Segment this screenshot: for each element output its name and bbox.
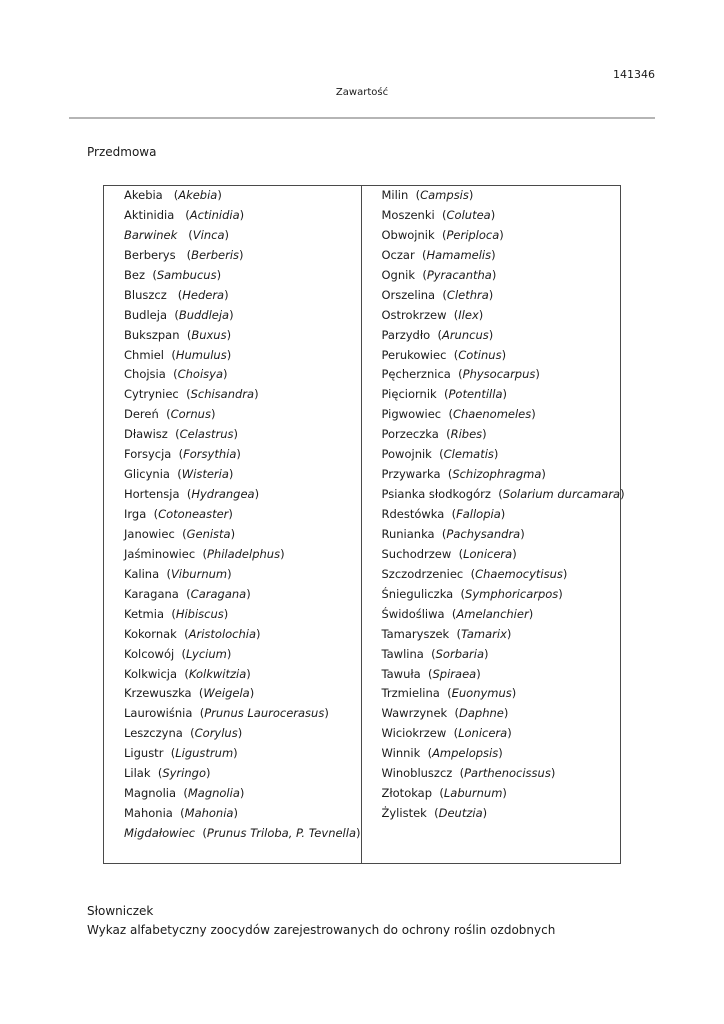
plant-entry[interactable]: Ostrokrzew (Ilex) <box>381 307 484 322</box>
plant-entry[interactable]: Świdośliwa (Amelanchier) <box>381 606 534 621</box>
plant-common-name: Przywarka <box>381 467 441 482</box>
plant-entry[interactable]: Złotokap (Laburnum) <box>381 786 507 801</box>
plant-entry[interactable]: Suchodrzew (Lonicera) <box>381 546 517 561</box>
plant-latin-name: Deutzia <box>438 806 483 821</box>
plant-latin-name: Lycium <box>186 646 227 661</box>
plant-entry[interactable]: Ognik (Pyracantha) <box>381 267 497 282</box>
plant-entry[interactable]: Wawrzynek (Daphne) <box>381 706 509 721</box>
plant-name-spacing <box>445 607 452 621</box>
plant-common-name: Barwinek <box>124 227 178 242</box>
plant-latin-name: Akebia <box>178 188 218 202</box>
plant-common-name: Winnik <box>381 746 421 761</box>
plant-entry[interactable]: Bukszpan (Buxus) <box>124 327 232 342</box>
plant-common-name: Tawuła <box>381 666 421 681</box>
plant-entry[interactable]: Moszenki (Colutea) <box>381 207 496 222</box>
plant-latin-name: Campsis <box>420 188 469 202</box>
plant-name-spacing <box>163 746 170 760</box>
plant-name-spacing <box>163 188 174 202</box>
plant-common-name: Migdałowiec <box>124 826 196 840</box>
plant-latin-name: Caragana <box>190 586 247 601</box>
plant-latin-name: Chaenomeles <box>452 407 532 422</box>
plant-entry[interactable]: Żylistek (Deutzia) <box>381 806 488 821</box>
plant-name-spacing <box>435 228 442 242</box>
plant-common-name: Żylistek <box>381 806 427 821</box>
plant-entry[interactable]: Kokornak (Aristolochia) <box>124 626 261 641</box>
preface-link[interactable]: Przedmowa <box>87 145 157 159</box>
plant-common-name: Ligustr <box>124 746 164 761</box>
plant-common-name: Irga <box>124 507 147 521</box>
plant-common-name: Powojnik <box>381 447 432 462</box>
plant-entry[interactable]: Trzmielina (Euonymus) <box>381 686 517 701</box>
plant-common-name: Dławisz <box>124 427 168 442</box>
plant-name-spacing <box>166 367 173 381</box>
plant-common-name: Perukowiec <box>381 347 447 362</box>
plant-name-spacing <box>491 487 498 501</box>
plant-name-spacing <box>451 367 458 381</box>
plant-name-spacing <box>446 348 453 362</box>
plant-common-name: Cytryniec <box>124 387 179 402</box>
plant-entry[interactable]: Dławisz (Celastrus) <box>124 427 238 442</box>
plant-name-spacing <box>447 706 454 720</box>
plant-entry[interactable]: Jaśminowiec (Philadelphus) <box>124 546 285 561</box>
plant-latin-name: Clematis <box>443 447 494 462</box>
plant-latin-name: Hydrangea <box>191 487 255 502</box>
plant-name-spacing <box>177 627 184 641</box>
plant-latin-name: Weigela <box>203 686 250 701</box>
plant-entry[interactable]: Winnik (Ampelopsis) <box>381 746 503 761</box>
plant-name-spacing <box>451 547 458 561</box>
plant-latin-name: Symphoricarpos <box>465 586 559 601</box>
plant-name-spacing <box>435 208 442 222</box>
plant-latin-name: Spiraea <box>432 666 477 681</box>
plant-common-name: Berberys <box>124 247 176 262</box>
plant-entry[interactable]: Karagana (Caragana) <box>124 586 251 601</box>
plant-name-spacing <box>180 328 187 342</box>
plant-entry[interactable]: Powojnik (Clematis) <box>381 447 499 462</box>
plant-entry[interactable]: Kolcowój (Lycium) <box>124 646 232 661</box>
plant-name-spacing <box>175 527 182 541</box>
plant-entry[interactable]: Bluszcz (Hedera) <box>124 287 229 302</box>
plant-name-spacing <box>177 228 188 242</box>
plant-latin-name: Wisteria <box>181 467 229 482</box>
plant-name-spacing <box>452 766 459 780</box>
plant-entry[interactable]: Pigwowiec (Chaenomeles) <box>381 407 536 422</box>
plant-latin-name: Prunus Laurocerasus <box>204 706 325 721</box>
plant-latin-name: Vinca <box>192 227 225 242</box>
plant-latin-name: Schisandra <box>190 387 255 402</box>
plant-latin-name: Choisya <box>177 367 224 382</box>
plant-entry[interactable]: Parzydło (Aruncus) <box>381 327 494 342</box>
plant-common-name: Winobluszcz <box>381 766 453 781</box>
plant-latin-name: Ilex <box>458 307 479 322</box>
plant-name-spacing <box>146 507 153 521</box>
plant-latin-name: Mahonia <box>184 806 234 821</box>
plant-latin-name: Hedera <box>182 287 225 302</box>
plant-name-spacing <box>164 348 171 362</box>
plant-name-spacing <box>195 547 202 561</box>
plant-entry[interactable]: Berberys (Berberis) <box>124 247 244 262</box>
plant-latin-name: Laburnum <box>443 786 503 801</box>
plant-name-spacing <box>439 427 446 441</box>
plant-common-name: Glicynia <box>124 467 170 482</box>
plant-entry[interactable]: Oczar (Hamamelis) <box>381 247 496 262</box>
plant-common-name: Budleja <box>124 307 167 322</box>
plant-entry[interactable]: Runianka (Pachysandra) <box>381 526 525 541</box>
plant-name-spacing <box>183 726 190 740</box>
plant-latin-name: Pyracantha <box>426 267 492 282</box>
plant-name-spacing <box>440 686 447 700</box>
plant-common-name: Pięciornik <box>381 387 437 402</box>
plant-common-name: Wawrzynek <box>381 706 448 721</box>
plant-common-name: Aktinidia <box>124 207 175 222</box>
plant-latin-name: Berberis <box>191 247 240 262</box>
plant-entry[interactable]: Milin (Campsis) <box>381 188 474 202</box>
plant-latin-name: Buxus <box>191 327 227 342</box>
plant-common-name: Hortensja <box>124 487 180 502</box>
plant-common-name: Magnolia <box>124 786 177 801</box>
plant-latin-name: Tamarix <box>461 626 507 641</box>
plant-common-name: Janowiec <box>124 526 175 541</box>
plant-name-spacing <box>435 527 442 541</box>
plant-latin-name: Ligustrum <box>175 746 234 761</box>
plant-name-spacing <box>424 647 431 661</box>
plant-entry[interactable]: Obwojnik (Periploca) <box>381 227 504 242</box>
plant-name-spacing <box>179 387 186 401</box>
plant-common-name: Mahonia <box>124 806 173 821</box>
plant-name-spacing <box>463 567 470 581</box>
contents-heading: Zawartość <box>335 87 389 98</box>
plant-common-name: Moszenki <box>381 207 435 222</box>
plant-latin-name: Aristolochia <box>188 626 257 641</box>
plant-common-name: Szczodrzeniec <box>381 566 464 581</box>
plant-common-name: Suchodrzew <box>381 546 452 561</box>
plant-entry[interactable]: Leszczyna (Corylus) <box>124 726 243 741</box>
plant-common-name: Porzeczka <box>381 427 439 442</box>
plant-common-name: Rdestówka <box>381 507 445 521</box>
plant-latin-name: Sorbaria <box>435 646 485 661</box>
plant-entry[interactable]: Janowiec (Genista) <box>124 526 236 541</box>
plant-latin-name: Genista <box>186 526 231 541</box>
plant-name-spacing <box>176 786 183 800</box>
plant-entry[interactable]: Śnieguliczka (Symphoricarpos) <box>381 586 563 601</box>
plant-common-name: Lilak <box>124 766 151 781</box>
plant-common-name: Śnieguliczka <box>381 586 454 601</box>
plant-latin-name: Daphne <box>459 706 504 721</box>
plant-name-spacing <box>176 248 187 262</box>
plant-entry[interactable]: Aktinidia (Actinidia) <box>124 207 245 222</box>
plant-entry[interactable]: Migdałowiec (Prunus Triloba, P. Tevnella) <box>124 826 361 840</box>
plant-common-name: Akebia <box>124 188 163 202</box>
plant-index-right-column <box>362 186 625 863</box>
plant-name-spacing <box>408 188 415 202</box>
plant-entry[interactable]: Rdestówka (Fallopia) <box>381 507 506 521</box>
plant-latin-name: Buddleja <box>178 307 230 322</box>
plant-name-spacing <box>420 746 427 760</box>
plant-name-spacing <box>421 667 428 681</box>
plant-latin-name: Periploca <box>446 227 500 242</box>
plant-entry[interactable]: Krzewuszka (Weigela) <box>124 686 255 701</box>
zoocide-list-link[interactable]: Wykaz alfabetyczny zoocydów zarejestrowanych do ochrony roślin ozdobnych <box>87 923 556 937</box>
plant-common-name: Jaśminowiec <box>124 546 196 561</box>
plant-common-name: Pęcherznica <box>381 367 451 382</box>
plant-latin-name: Potentilla <box>448 387 503 402</box>
plant-latin-name: Schizophragma <box>452 467 542 482</box>
plant-latin-name: Ribes <box>450 427 483 442</box>
plant-name-spacing <box>430 328 437 342</box>
plant-entry[interactable]: Winobluszcz (Parthenocissus) <box>381 766 556 781</box>
plant-latin-name: Amelanchier <box>456 606 529 621</box>
plant-latin-name: Kolkwitzia <box>188 666 247 681</box>
plant-common-name: Kolcowój <box>124 646 175 661</box>
plant-name-spacing <box>446 726 453 740</box>
plant-entry[interactable]: Cytryniec (Schisandra) <box>124 387 259 402</box>
plant-entry[interactable]: Perukowiec (Cotinus) <box>381 347 507 362</box>
plant-name-spacing <box>192 706 199 720</box>
plant-latin-name: Cotinus <box>458 347 502 362</box>
plant-latin-name: Humulus <box>175 347 227 362</box>
plant-latin-name: Magnolia <box>187 786 240 801</box>
plant-common-name: Psianka słodkogórz <box>381 487 491 502</box>
plant-name-spacing <box>173 806 180 820</box>
plant-name-spacing <box>145 268 152 282</box>
plant-entry[interactable]: Tawuła (Spiraea) <box>381 666 481 681</box>
plant-entry[interactable]: Irga (Cotoneaster) <box>124 507 233 521</box>
plant-entry[interactable]: Psianka słodkogórz (Solarium durcamara) <box>381 487 625 502</box>
plant-entry[interactable]: Dereń (Cornus) <box>124 407 216 422</box>
plant-name-spacing <box>151 766 158 780</box>
plant-latin-name: Cornus <box>170 407 211 422</box>
plant-entry[interactable]: Tamaryszek (Tamarix) <box>381 626 512 641</box>
plant-latin-name: Physocarpus <box>462 367 536 382</box>
plant-name-spacing <box>449 627 456 641</box>
plant-name-spacing <box>437 387 444 401</box>
header-divider <box>69 117 655 119</box>
plant-common-name: Chojsia <box>124 367 166 382</box>
plant-entry[interactable]: Lilak (Syringo) <box>124 766 211 781</box>
plant-index-table <box>103 185 625 864</box>
plant-latin-name: Pachysandra <box>446 526 521 541</box>
plant-entry[interactable]: Bez (Sambucus) <box>124 267 222 282</box>
plant-name-spacing <box>171 447 178 461</box>
plant-common-name: Karagana <box>124 586 179 601</box>
plant-common-name: Forsycja <box>124 447 172 462</box>
plant-name-spacing <box>453 587 460 601</box>
plant-entry[interactable]: Akebia (Akebia) <box>124 188 222 202</box>
plant-entry[interactable]: Ketmia (Hibiscus) <box>124 606 229 621</box>
plant-entry[interactable]: Laurowiśnia (Prunus Laurocerasus) <box>124 706 329 721</box>
plant-entry[interactable]: Orszelina (Clethra) <box>381 287 494 302</box>
plant-latin-name: Sambucus <box>156 267 217 282</box>
plant-latin-name: Solarium durcamara <box>502 487 621 502</box>
plant-name-spacing <box>435 288 442 302</box>
plant-latin-name: Viburnum <box>170 566 228 581</box>
plant-entry[interactable]: Kolkwicja (Kolkwitzia) <box>124 666 251 681</box>
plant-common-name: Dereń <box>124 407 159 422</box>
plant-name-spacing <box>168 427 175 441</box>
plant-latin-name: Ampelopsis <box>432 746 499 761</box>
plant-common-name: Oczar <box>381 247 415 262</box>
plant-name-spacing <box>174 208 185 222</box>
plant-common-name: Leszczyna <box>124 726 183 741</box>
plant-entry[interactable]: Szczodrzeniec (Chaemocytisus) <box>381 566 568 581</box>
plant-name-spacing <box>164 607 171 621</box>
plant-name-spacing <box>167 308 174 322</box>
plant-entry[interactable]: Pęcherznica (Physocarpus) <box>381 367 540 382</box>
plant-name-spacing <box>195 826 202 840</box>
plant-name-spacing <box>180 487 187 501</box>
plant-latin-name: Aruncus <box>441 327 489 342</box>
plant-common-name: Wiciokrzew <box>381 726 447 741</box>
plant-name-spacing <box>415 268 422 282</box>
plant-name-spacing <box>441 407 448 421</box>
plant-index-left-column <box>104 186 362 863</box>
plant-common-name: Kolkwicja <box>124 666 178 681</box>
document-number: 141346 <box>613 68 655 81</box>
plant-common-name: Bluszcz <box>124 287 167 302</box>
plant-latin-name: Cotoneaster <box>158 507 229 521</box>
plant-entry[interactable]: Budleja (Buddleja) <box>124 307 234 322</box>
plant-common-name: Bukszpan <box>124 327 180 342</box>
plant-latin-name: Hamamelis <box>426 247 492 262</box>
plant-latin-name: Lonicera <box>463 546 513 561</box>
plant-entry[interactable]: Chojsia (Choisya) <box>124 367 228 382</box>
plant-name-spacing <box>177 667 184 681</box>
plant-entry[interactable]: Magnolia (Magnolia) <box>124 786 245 801</box>
plant-entry[interactable]: Glicynia (Wisteria) <box>124 467 234 482</box>
plant-name-spacing <box>167 288 178 302</box>
plant-name-spacing <box>432 447 439 461</box>
plant-entry[interactable]: Hortensja (Hydrangea) <box>124 487 260 502</box>
plant-common-name: Krzewuszka <box>124 686 192 701</box>
plant-name-spacing <box>441 467 448 481</box>
plant-name-spacing <box>415 248 422 262</box>
plant-latin-name: Lonicera <box>458 726 508 741</box>
plant-common-name: Obwojnik <box>381 227 435 242</box>
plant-common-name: Bez <box>124 267 146 282</box>
plant-entry[interactable]: Barwinek (Vinca) <box>124 227 229 242</box>
plant-latin-name: Colutea <box>446 207 491 222</box>
plant-latin-name: Actinidia <box>189 207 240 222</box>
plant-common-name: Orszelina <box>381 287 436 302</box>
plant-common-name: Ketmia <box>124 606 164 621</box>
plant-name-spacing <box>432 786 439 800</box>
plant-name-spacing <box>427 806 434 820</box>
plant-name-spacing <box>174 647 181 661</box>
plant-entry[interactable]: Kalina (Viburnum) <box>124 566 232 581</box>
plant-name-spacing <box>179 587 186 601</box>
plant-latin-name: Celastrus <box>179 427 234 442</box>
plant-entry[interactable]: Tawlina (Sorbaria) <box>381 646 489 661</box>
plant-entry[interactable]: Chmiel (Humulus) <box>124 347 232 362</box>
plant-latin-name: Parthenocissus <box>464 766 551 781</box>
plant-common-name: Tawlina <box>381 646 424 661</box>
plant-common-name: Kokornak <box>124 626 177 641</box>
plant-name-spacing <box>159 567 166 581</box>
plant-entry[interactable]: Pięciornik (Potentilla) <box>381 387 507 402</box>
plant-entry[interactable]: Forsycja (Forsythia) <box>124 447 241 462</box>
plant-common-name: Trzmielina <box>381 686 440 701</box>
plant-name-spacing <box>446 308 453 322</box>
plant-name-spacing <box>444 507 451 521</box>
plant-entry[interactable]: Mahonia (Mahonia) <box>124 806 238 821</box>
plant-name-spacing <box>192 686 199 700</box>
plant-common-name: Runianka <box>381 526 435 541</box>
plant-latin-name: Fallopia <box>456 507 501 521</box>
plant-latin-name: Hibiscus <box>175 606 224 621</box>
plant-latin-name: Euonymus <box>451 686 512 701</box>
plant-name-spacing <box>159 407 166 421</box>
plant-entry[interactable]: Przywarka (Schizophragma) <box>381 467 546 482</box>
plant-entry[interactable]: Porzeczka (Ribes) <box>381 427 487 442</box>
plant-common-name: Tamaryszek <box>381 626 450 641</box>
glossary-link[interactable]: Słowniczek <box>87 904 154 918</box>
plant-latin-name: Syringo <box>162 766 206 781</box>
plant-common-name: Złotokap <box>381 786 433 801</box>
plant-common-name: Milin <box>381 188 409 202</box>
plant-common-name: Pigwowiec <box>381 407 442 422</box>
plant-common-name: Ostrokrzew <box>381 307 447 322</box>
plant-name-spacing <box>170 467 177 481</box>
plant-common-name: Kalina <box>124 566 160 581</box>
plant-latin-name: Clethra <box>446 287 489 302</box>
plant-common-name: Świdośliwa <box>381 606 445 621</box>
plant-latin-name: Chaemocytisus <box>475 566 563 581</box>
plant-entry[interactable]: Wiciokrzew (Lonicera) <box>381 726 512 741</box>
plant-common-name: Laurowiśnia <box>124 706 193 721</box>
plant-common-name: Parzydło <box>381 327 431 342</box>
plant-latin-name: Prunus Triloba, P. Tevnella <box>206 826 356 840</box>
plant-common-name: Chmiel <box>124 347 164 362</box>
plant-latin-name: Philadelphus <box>206 546 281 561</box>
plant-latin-name: Corylus <box>194 726 238 741</box>
plant-entry[interactable]: Ligustr (Ligustrum) <box>124 746 238 761</box>
plant-latin-name: Forsythia <box>183 447 237 462</box>
plant-common-name: Ognik <box>381 267 415 282</box>
